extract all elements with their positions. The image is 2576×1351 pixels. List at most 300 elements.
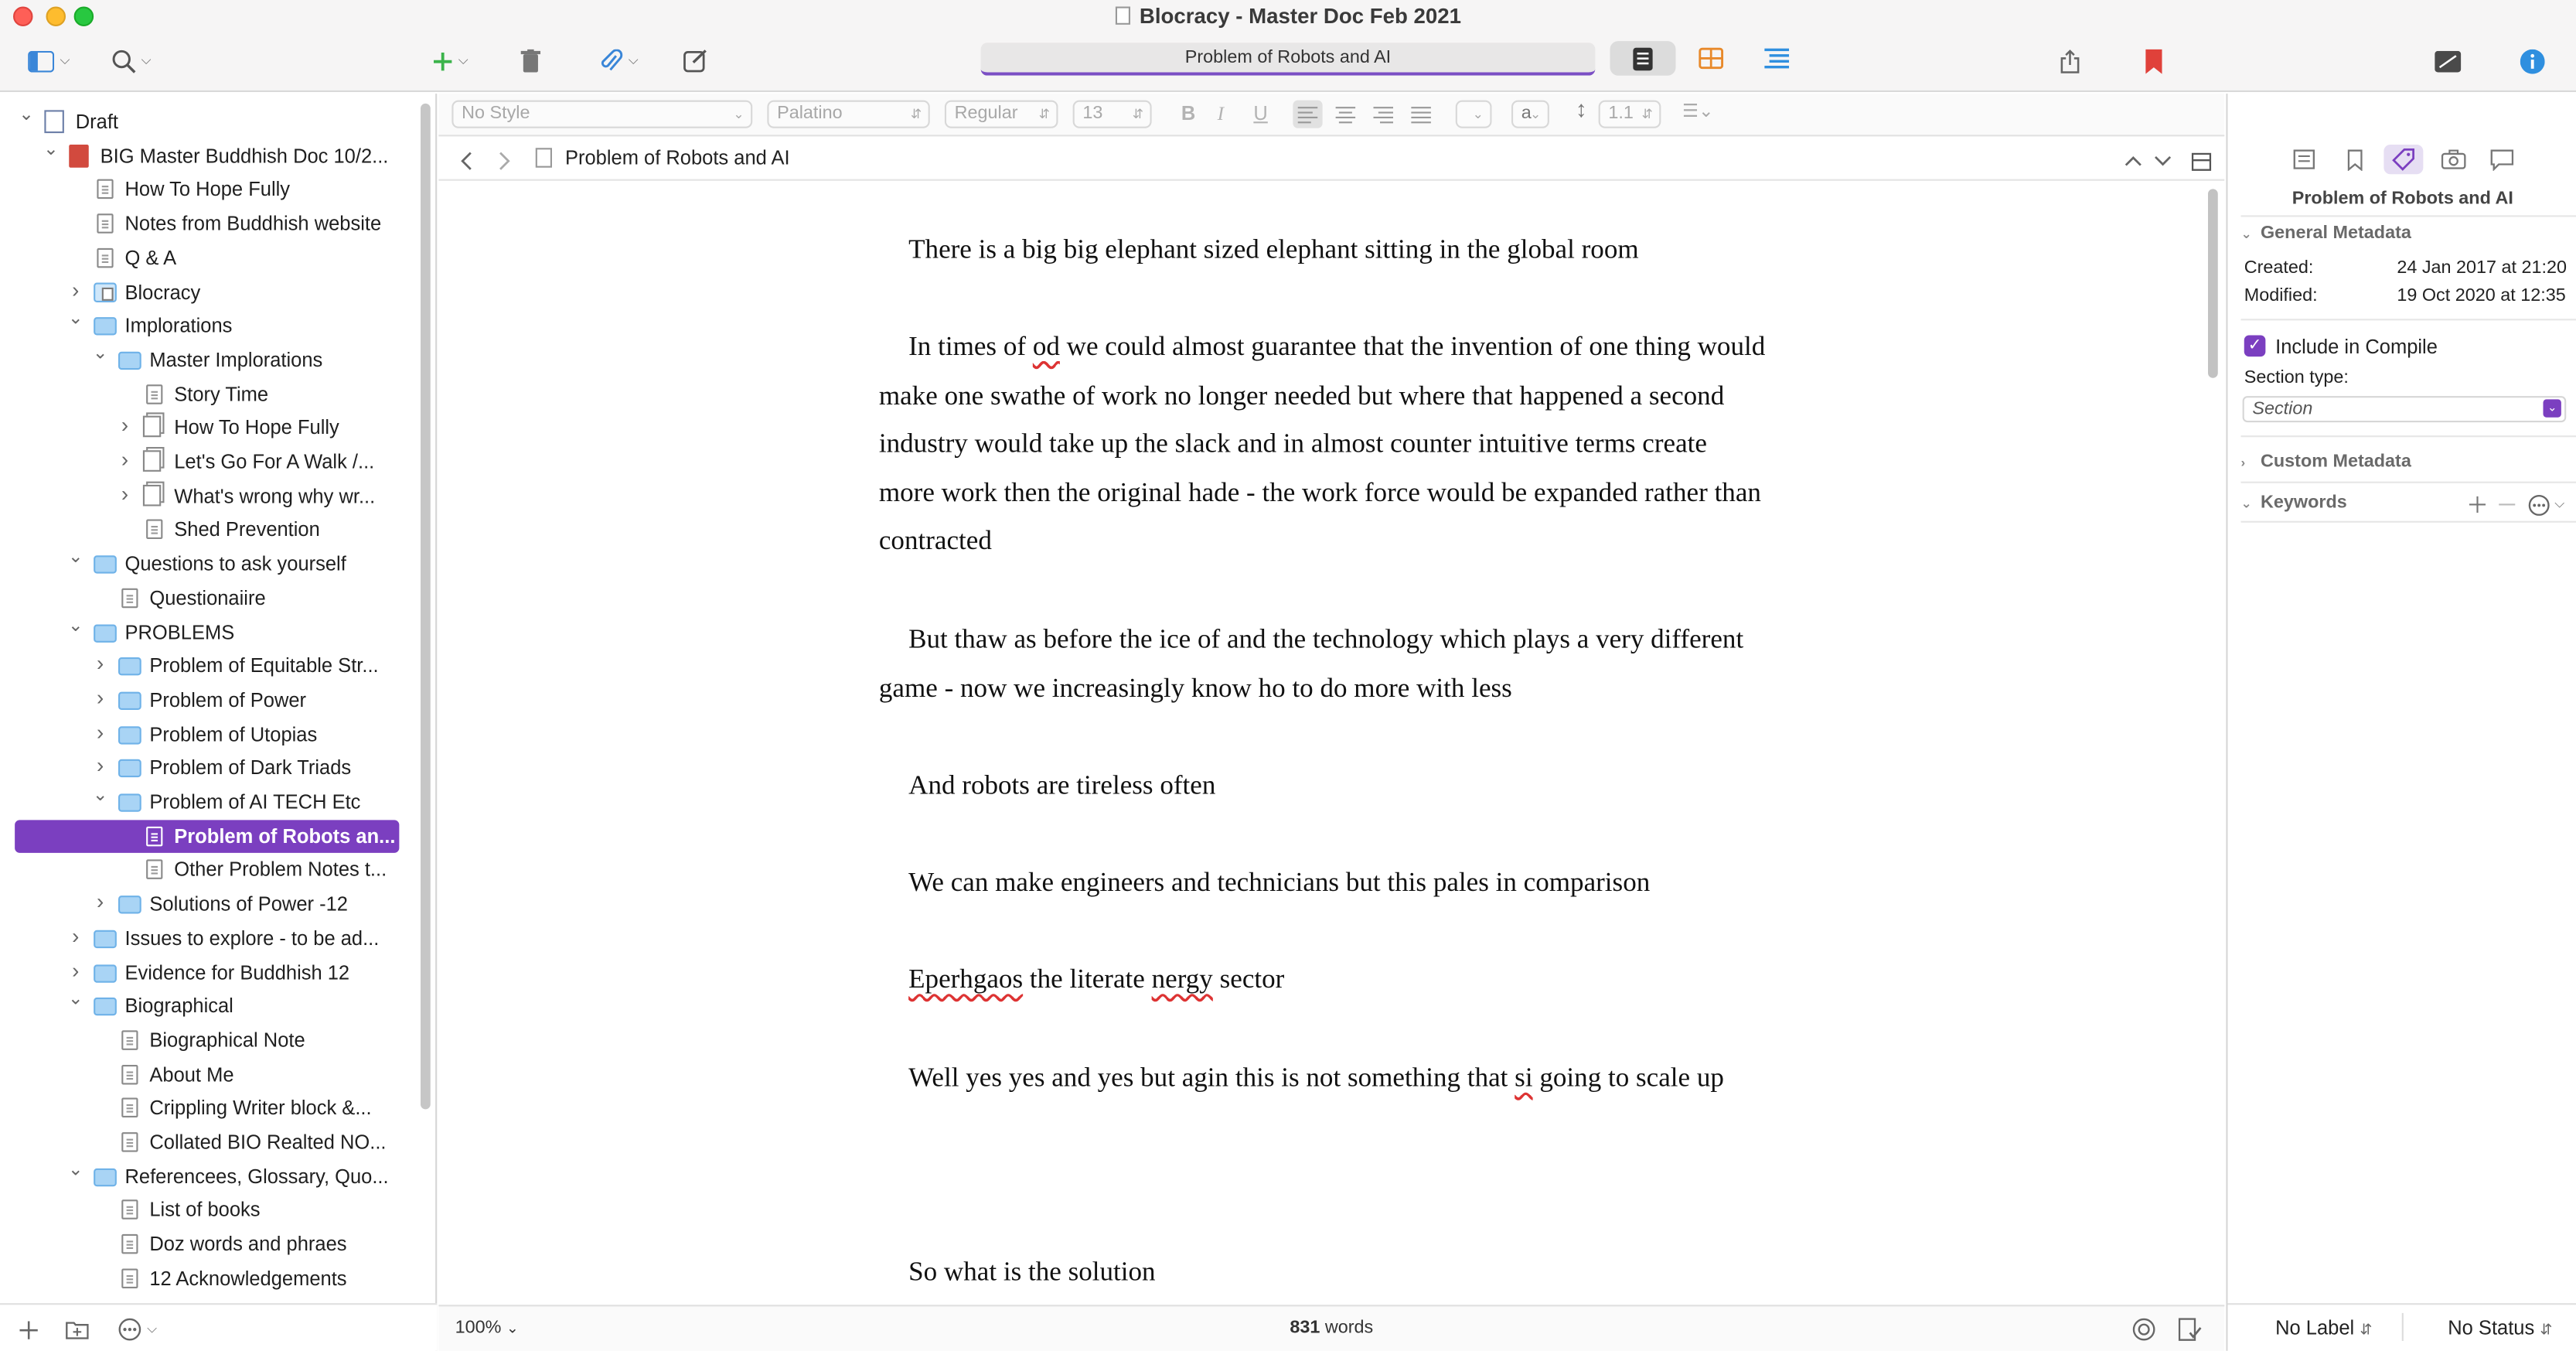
navigate-back-button[interactable] (455, 146, 479, 176)
chevron-down-icon: ⌵ (147, 1322, 157, 1338)
bookmark-outline-icon (2347, 148, 2362, 170)
binder-item[interactable] (0, 786, 411, 819)
binder-item-label: Problem of Power (149, 684, 306, 717)
text-run: going to scale up (1533, 1062, 1724, 1093)
misspelled-word: si (1515, 1062, 1532, 1093)
notes-icon (2292, 149, 2314, 169)
quick-reference-button[interactable] (680, 46, 710, 76)
custom-metadata-section[interactable] (2241, 452, 2576, 472)
zoom-value: 100% (455, 1318, 502, 1338)
font-size-field[interactable] (1073, 101, 1152, 128)
chevron-updown-icon: ⇵ (911, 102, 922, 127)
document-stack-icon (143, 484, 161, 506)
share-button[interactable] (2057, 46, 2084, 76)
inspector-tabs (2228, 138, 2576, 185)
binder-item[interactable] (0, 513, 411, 547)
chevron-down-icon (2153, 155, 2171, 168)
divider (2241, 521, 2576, 523)
compose-icon (683, 49, 707, 73)
binder-item[interactable] (0, 411, 411, 445)
folder-icon (118, 896, 141, 913)
binder-item[interactable] (0, 207, 411, 241)
view-document-button[interactable] (1610, 41, 1676, 76)
view-corkboard-button[interactable] (1678, 41, 1743, 76)
align-left-button[interactable] (1293, 101, 1322, 128)
text-run: the literate (1023, 963, 1151, 994)
minus-icon (2499, 496, 2515, 513)
info-icon (2520, 49, 2545, 73)
editor-paragraph (879, 955, 1767, 1004)
binder-item-label: Notes from Buddhish website (125, 207, 382, 241)
binder-item[interactable] (0, 752, 411, 785)
list-style-button[interactable]: ☰⌄ (1682, 101, 1714, 122)
document-icon (97, 179, 113, 200)
chevron-down-icon: ⌄ (506, 1319, 519, 1336)
window-title-text: Blocracy - Master Doc Feb 2021 (1140, 3, 1461, 28)
chevron-updown-icon: ⇵ (1039, 102, 1050, 127)
misspelled-word: nergy (1152, 963, 1213, 994)
comments-toggle-button[interactable] (2177, 1315, 2203, 1344)
folder-icon (94, 555, 117, 573)
disclosure-closed-icon[interactable]: › (92, 750, 108, 783)
custom-metadata-heading: Custom Metadata (2261, 452, 2411, 472)
inspector-toggle-button[interactable] (2519, 46, 2547, 76)
outline-icon (1763, 48, 1788, 70)
composition-icon (2435, 50, 2461, 72)
status-select[interactable] (2448, 1316, 2552, 1339)
disclosure-closed-icon[interactable]: › (92, 886, 108, 919)
plus-icon (19, 1320, 36, 1338)
binder-item-label: Implorations (125, 309, 233, 343)
created-label: Created: (2244, 258, 2314, 278)
targets-button[interactable] (2131, 1315, 2157, 1344)
divider (2402, 1313, 2404, 1341)
editor-footer (438, 1305, 2224, 1351)
split-editor-button[interactable] (2190, 146, 2213, 176)
include-in-compile-label: Include in Compile (2275, 336, 2438, 359)
binder-item-label: Questionaiire (149, 582, 265, 615)
add-keyword-button[interactable] (2468, 493, 2488, 517)
share-icon (2060, 49, 2080, 73)
general-metadata-heading: General Metadata (2261, 223, 2411, 244)
binder-item-label: Solutions of Power -12 (149, 888, 348, 921)
disclosure-open-icon[interactable]: ⌄ (92, 779, 108, 812)
disclosure-closed-icon[interactable]: › (92, 648, 108, 681)
disclosure-closed-icon[interactable]: › (67, 920, 83, 954)
modified-label: Modified: (2244, 286, 2318, 306)
binder-item[interactable] (0, 479, 411, 513)
disclosure-closed-icon[interactable]: › (117, 444, 133, 477)
line-spacing-value: 1.1 (1608, 104, 1634, 124)
disclosure-open-icon[interactable]: ⌄ (67, 1153, 83, 1186)
binder-footer (0, 1303, 437, 1351)
binder-item[interactable] (0, 1058, 411, 1091)
binder-actions-button[interactable] (115, 1315, 162, 1344)
document-icon (121, 1132, 138, 1152)
document-icon (121, 1030, 138, 1050)
sidebar-icon (29, 50, 55, 72)
document-icon (121, 1098, 138, 1118)
general-metadata-section[interactable] (2241, 223, 2576, 244)
previous-document-button[interactable] (2121, 146, 2144, 176)
trash-icon (521, 49, 541, 73)
text-run: In times of (908, 330, 1033, 361)
document-icon (146, 826, 162, 846)
text-run: And robots are tireless often (908, 769, 1215, 800)
binder-item-label: Problem of Robots an... (174, 820, 395, 853)
bold-button[interactable]: B (1181, 102, 1195, 125)
document-icon (121, 1200, 138, 1220)
include-in-compile-checkbox[interactable]: ✓ (2244, 336, 2266, 357)
editor-paragraph (879, 1247, 1767, 1296)
status-value: No Status (2448, 1316, 2534, 1339)
document-icon (536, 148, 552, 168)
chevron-down-icon: ⌵ (2554, 496, 2564, 513)
document-stack-icon (143, 450, 161, 472)
font-family-select[interactable] (767, 101, 929, 128)
text-color-select[interactable] (1511, 101, 1549, 128)
divider (2241, 482, 2576, 483)
binder-item-label: How To Hope Fully (174, 411, 339, 445)
inspector-tab-bookmarks[interactable] (2335, 145, 2374, 174)
binder-item[interactable] (0, 854, 411, 887)
editor-paragraph (879, 322, 1767, 565)
binder-item-label: Biographical Note (149, 1024, 305, 1057)
binder-sidebar (0, 94, 437, 1351)
disclosure-closed-icon[interactable]: › (92, 716, 108, 749)
document-icon (1115, 7, 1130, 25)
binder-item[interactable] (0, 173, 411, 206)
binder-item-label: Collated BIO Realted NO... (149, 1126, 386, 1159)
font-value: Palatino (777, 104, 843, 124)
text-run: But thaw as before the ice of and the technology which plays a very different game - now we increasingly know ho to do more with less (879, 623, 1743, 702)
align-center-button[interactable] (1331, 101, 1360, 128)
binder-item[interactable] (0, 956, 411, 989)
binder-item[interactable] (0, 650, 411, 683)
paragraph-style-select[interactable] (451, 101, 752, 128)
binder-item[interactable] (0, 684, 411, 717)
disclosure-open-icon[interactable]: ⌄ (67, 609, 83, 642)
binder-item-label: Problem of AI TECH Etc (149, 786, 360, 819)
binder-item-label: Other Problem Notes t... (174, 854, 387, 887)
disclosure-open-icon: ⌄ (2241, 496, 2261, 511)
draft-icon (44, 110, 64, 133)
attach-button[interactable] (591, 46, 647, 76)
binder-item-label: Draft (76, 105, 118, 138)
chevron-down-icon: ⌄ (2544, 399, 2561, 417)
book-icon (69, 144, 89, 167)
chevron-down-icon: ⌵ (60, 53, 70, 69)
inspector-tab-comments[interactable] (2482, 145, 2522, 174)
misspelled-word: Eperhgaos (908, 963, 1023, 994)
navigate-forward-button[interactable] (493, 146, 516, 176)
binder-item[interactable] (0, 548, 411, 581)
editor-text-area[interactable] (438, 183, 2201, 1303)
folder-icon (118, 657, 141, 675)
inspector-tab-snapshots[interactable] (2433, 145, 2472, 174)
binder-item-label: How To Hope Fully (125, 173, 291, 206)
binder-item-label: What's wrong why wr... (174, 479, 375, 513)
divider (2241, 319, 2576, 320)
inspector-panel (2226, 94, 2576, 1351)
plus-icon (2469, 496, 2486, 513)
disclosure-closed-icon[interactable]: › (117, 410, 133, 443)
binder-item-label: Questions to ask yourself (125, 548, 346, 581)
split-view-icon (2192, 152, 2212, 170)
chevron-updown-icon: ⇵ (2360, 1322, 2372, 1338)
chevron-up-icon (2124, 155, 2142, 168)
section-type-select[interactable] (2243, 396, 2567, 422)
chevron-down-icon: ⌵ (629, 53, 639, 69)
document-icon (146, 384, 162, 404)
window-title (0, 3, 2576, 28)
label-value: No Label (2275, 1316, 2354, 1339)
chevron-down-icon: ⌵ (458, 53, 469, 69)
weight-value: Regular (955, 104, 1018, 124)
chevron-updown-icon: ⇵ (1642, 102, 1653, 127)
inspector-tab-notes[interactable] (2284, 145, 2323, 174)
binder-item[interactable] (0, 275, 411, 309)
folder-icon (118, 691, 141, 709)
folder-icon (94, 964, 117, 981)
disclosure-open-icon[interactable]: ⌄ (18, 99, 34, 132)
binder-item[interactable] (0, 1024, 411, 1057)
add-binder-item-button[interactable] (13, 1315, 43, 1344)
composition-mode-button[interactable] (2433, 46, 2462, 76)
binder-item-label: Problem of Equitable Str... (149, 650, 378, 683)
created-value: 24 Jan 2017 at 21:20 (2397, 258, 2567, 278)
binder-item-label: Issues to explore - to be ad... (125, 922, 380, 955)
binder-item[interactable] (0, 1194, 411, 1227)
folder-plus-icon (66, 1319, 89, 1339)
binder-item-label: Shed Prevention (174, 513, 320, 547)
binder-item-label: Evidence for Buddhish 12 (125, 956, 350, 989)
text-run: We can make engineers and technicians but this pales in comparison (908, 866, 1650, 897)
keywords-section[interactable] (2241, 493, 2576, 513)
folder-icon (94, 930, 117, 947)
ellipsis-circle-icon (119, 1318, 142, 1341)
highlight-color-select[interactable] (1456, 101, 1492, 128)
paperclip-icon (601, 49, 624, 73)
inspector-tab-metadata[interactable] (2383, 145, 2423, 174)
underline-button[interactable]: U (1253, 102, 1267, 125)
format-bar (438, 94, 2224, 136)
tag-icon (2392, 148, 2415, 171)
binder-item[interactable] (0, 616, 411, 649)
disclosure-open-icon[interactable]: ⌄ (92, 336, 108, 370)
line-spacing-select[interactable] (1599, 101, 1661, 128)
folder-icon (118, 793, 141, 811)
remove-keyword-button[interactable] (2497, 493, 2517, 517)
disclosure-closed-icon[interactable]: › (92, 682, 108, 715)
binder-scrollbar[interactable] (421, 104, 431, 1110)
binder-item-label: Q & A (125, 241, 177, 275)
binder-item[interactable] (0, 922, 411, 955)
folder-icon (94, 623, 117, 641)
document-icon (121, 1064, 138, 1084)
line-spacing-icon: ↕ (1576, 99, 1587, 125)
editor-document-title: Problem of Robots and AI (565, 146, 790, 169)
binder-item[interactable] (0, 309, 411, 343)
binder-item[interactable] (0, 718, 411, 751)
binder-item-label: Biographical (125, 990, 233, 1023)
chevron-updown-icon: ⇵ (2540, 1322, 2552, 1338)
binder-item[interactable] (0, 582, 411, 615)
speech-bubble-icon (2491, 148, 2514, 170)
binder-item-label: Let's Go For A Walk /... (174, 445, 374, 479)
title-bar (0, 0, 2576, 92)
modified-row (2244, 286, 2573, 306)
plus-icon (432, 50, 454, 72)
bookmark-icon (2145, 49, 2162, 73)
binder-item[interactable] (0, 1262, 411, 1295)
binder-item-label: List of books (149, 1194, 260, 1227)
folder-icon (94, 1168, 117, 1186)
chevron-down-icon: ⌄ (733, 102, 744, 127)
editor-paragraph (879, 761, 1767, 810)
binder-item-label: 12 Acknowledgements (149, 1262, 346, 1295)
document-icon (146, 860, 162, 880)
binder-item-label: Story Time (174, 377, 268, 411)
editor-scrollbar[interactable] (2208, 189, 2218, 377)
section-type-value: Section (2252, 399, 2312, 419)
binder-item[interactable] (0, 888, 411, 921)
disclosure-closed-icon: › (2241, 455, 2261, 470)
editor-paragraph (879, 1053, 1767, 1102)
binder-item[interactable] (0, 343, 411, 377)
disclosure-closed-icon[interactable]: › (117, 478, 133, 511)
search-button[interactable] (102, 46, 162, 76)
align-justify-button[interactable] (1406, 101, 1436, 128)
section-type-label: Section type: (2244, 368, 2573, 388)
align-right-button[interactable] (1368, 101, 1398, 128)
created-row (2244, 258, 2573, 278)
word-count (438, 1318, 2224, 1338)
ellipsis-circle-icon (2528, 494, 2550, 516)
next-document-button[interactable] (2151, 146, 2174, 176)
text-run: So what is the solution (908, 1256, 1155, 1287)
binder-item-label: Referencees, Glossary, Quo... (125, 1160, 389, 1193)
camera-icon (2441, 149, 2465, 169)
keywords-heading: Keywords (2261, 493, 2347, 513)
misspelled-word: od (1033, 330, 1060, 361)
add-folder-button[interactable] (63, 1315, 92, 1344)
chevron-down-icon: ⌄ (1473, 102, 1484, 127)
folder-icon (118, 759, 141, 777)
text-run: we could almost guarantee that the invention of one thing would make one swathe of work no longer needed but where that happened a second industry would take up the slack and in almost counter intuitive terms create more work then the original hade - the work force would be expanded rather than contracted (879, 330, 1765, 556)
binder-item[interactable] (0, 1092, 411, 1125)
note-check-icon (2179, 1318, 2202, 1341)
document-icon (97, 213, 113, 234)
target-icon (2132, 1318, 2155, 1341)
binder-item[interactable] (0, 1160, 411, 1193)
text-run: sector (1213, 963, 1285, 994)
document-stack-icon (143, 416, 161, 438)
chevron-updown-icon: ⇵ (1133, 102, 1143, 127)
binder-item-label: Problem of Utopias (149, 718, 317, 751)
chevron-down-icon: ⌵ (141, 53, 152, 69)
italic-button[interactable]: I (1218, 102, 1225, 127)
font-weight-select[interactable] (945, 101, 1058, 128)
chevron-right-icon (498, 152, 511, 172)
divider (2241, 215, 2576, 217)
chevron-down-icon: ⌄ (1530, 102, 1541, 127)
keyword-actions-button[interactable] (2527, 493, 2566, 517)
add-item-button[interactable] (422, 46, 478, 76)
word-count-label: words (1325, 1318, 1373, 1338)
word-count-value: 831 (1290, 1318, 1320, 1338)
editor-paragraph (879, 225, 1767, 274)
document-icon (121, 1234, 138, 1254)
folder-icon (118, 725, 141, 743)
trash-button[interactable] (517, 46, 543, 76)
view-outline-button[interactable] (1743, 41, 1809, 76)
document-title-field[interactable]: Problem of Robots and AI (981, 43, 1596, 76)
binder-item[interactable] (15, 820, 399, 853)
corkboard-icon (1698, 48, 1722, 70)
binder-item-label: Problem of Dark Triads (149, 752, 351, 785)
document-icon (121, 1268, 138, 1288)
document-icon (146, 520, 162, 540)
document-icon (97, 247, 113, 268)
binder-item-label: Doz words and phraes (149, 1228, 346, 1261)
editor-header-bar (438, 138, 2224, 181)
text-run: Well yes yes and yes but agin this is not something that (908, 1062, 1515, 1093)
binder-item[interactable] (0, 139, 411, 172)
chevron-left-icon (460, 152, 473, 172)
modified-value: 19 Oct 2020 at 12:35 (2397, 286, 2565, 306)
document-icon (121, 588, 138, 608)
label-select[interactable] (2275, 1316, 2372, 1339)
disclosure-open-icon[interactable]: ⌄ (67, 302, 83, 336)
folder-icon (118, 352, 141, 370)
size-value: 13 (1082, 104, 1102, 124)
binder-item[interactable] (0, 990, 411, 1023)
folder-icon (94, 318, 117, 336)
text-run: There is a big big elephant sized elephant sitting in the global room (908, 234, 1638, 264)
disclosure-open-icon[interactable]: ⌄ (67, 541, 83, 574)
disclosure-open-icon[interactable]: ⌄ (43, 132, 59, 165)
binder-item-label: Blocracy (125, 275, 201, 309)
binder-item[interactable] (0, 1126, 411, 1159)
text-color-value: a (1521, 104, 1532, 124)
binder-item[interactable] (0, 377, 411, 411)
editor-paragraph (879, 615, 1767, 712)
bookmarks-button[interactable] (2141, 46, 2167, 76)
binder-item[interactable] (0, 105, 411, 138)
binder-item-label: PROBLEMS (125, 616, 235, 649)
disclosure-open-icon[interactable]: ⌄ (67, 983, 83, 1016)
binder-item-label: Master Implorations (149, 343, 322, 377)
document-view-icon (1633, 47, 1653, 70)
view-layout-button[interactable] (20, 46, 80, 76)
binder-item-label: About Me (149, 1058, 233, 1091)
disclosure-closed-icon[interactable]: › (67, 954, 83, 988)
binder-item-label: BIG Master Buddhish Doc 10/2... (101, 139, 389, 172)
binder-item[interactable] (0, 1228, 411, 1261)
divider (2241, 435, 2576, 437)
folder-document-icon (94, 281, 117, 302)
search-icon (111, 49, 136, 73)
style-value: No Style (462, 104, 530, 124)
folder-icon (94, 998, 117, 1015)
binder-item[interactable] (0, 241, 411, 275)
binder-item[interactable] (0, 445, 411, 479)
disclosure-closed-icon[interactable]: › (67, 274, 83, 307)
binder-item-label: Crippling Writer block &... (149, 1092, 371, 1125)
disclosure-open-icon: ⌄ (2241, 227, 2261, 241)
inspector-document-title: Problem of Robots and AI (2228, 189, 2576, 209)
